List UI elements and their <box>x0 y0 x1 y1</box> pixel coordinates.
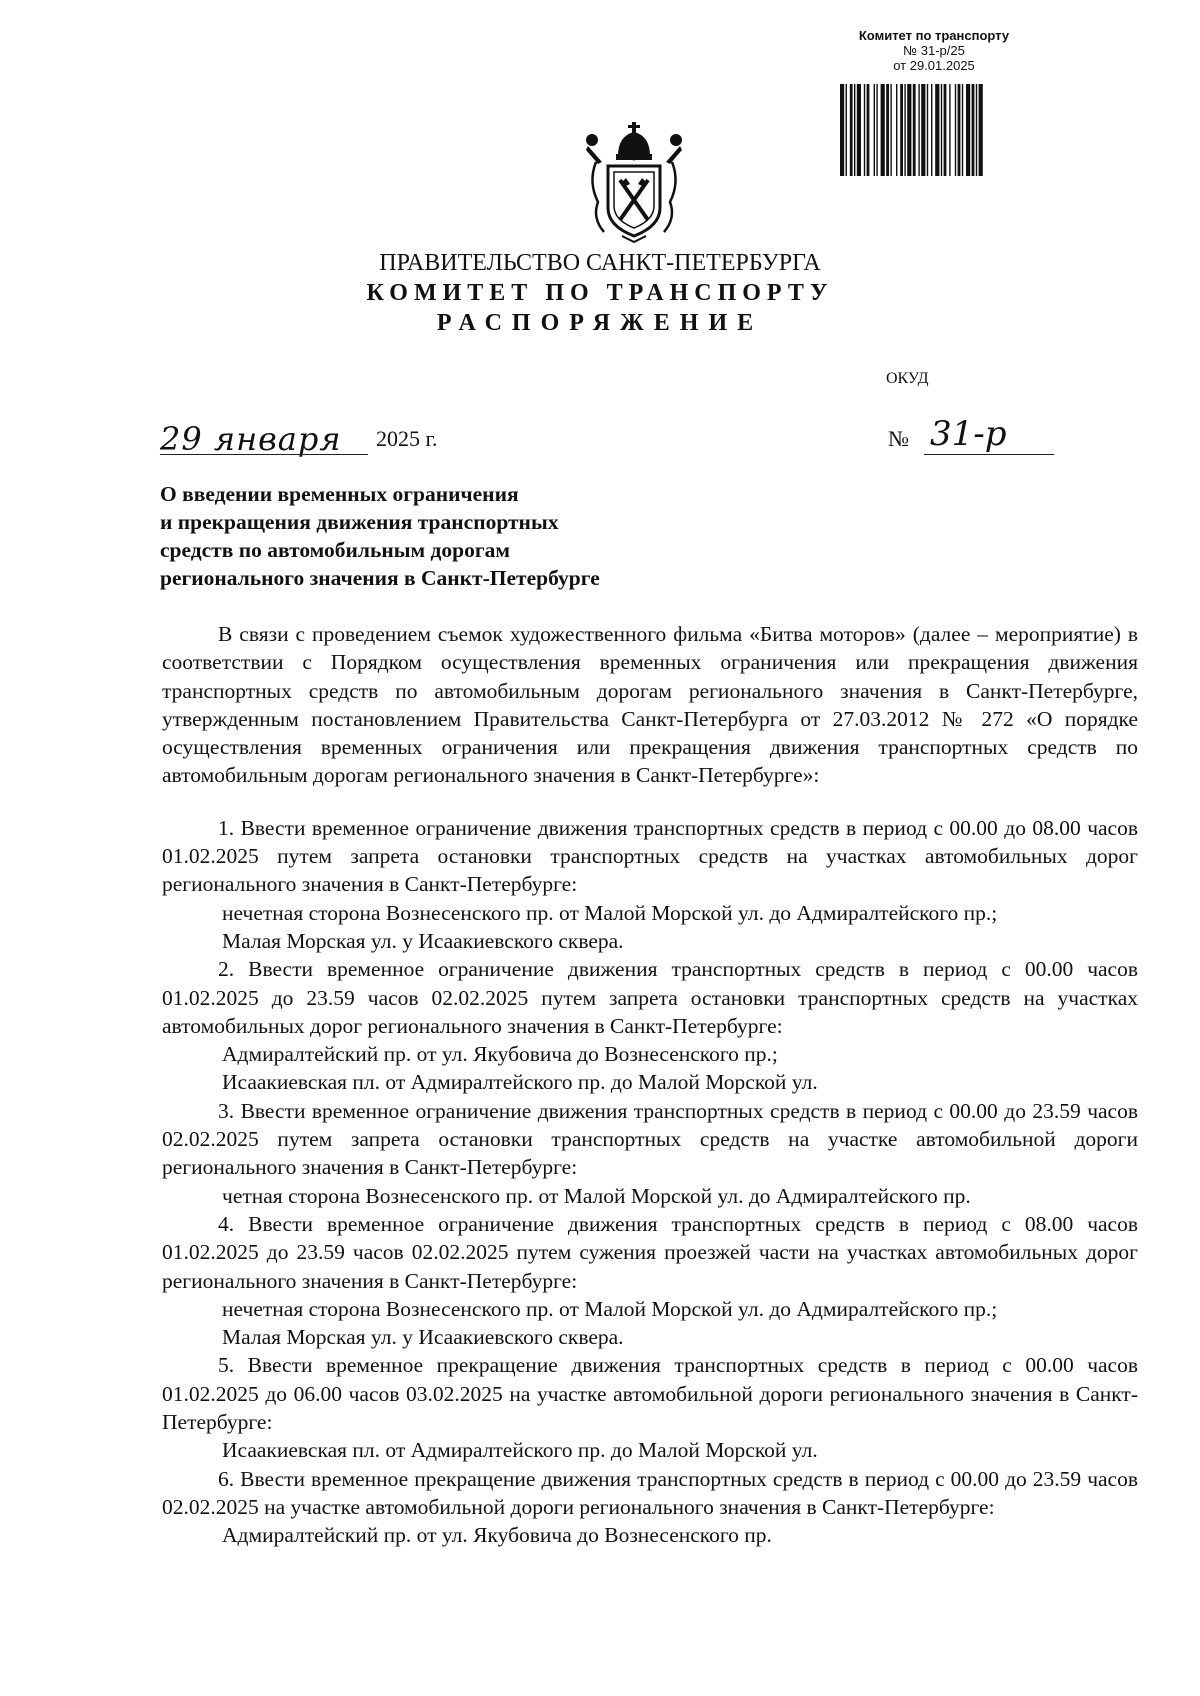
barcode-bar <box>944 84 947 176</box>
barcode-bar <box>876 84 877 176</box>
barcode-bar <box>890 84 891 176</box>
number-underline <box>924 454 1054 455</box>
barcode-bar <box>949 84 950 176</box>
barcode-bar <box>896 84 897 176</box>
spb-coat-of-arms-icon <box>578 122 690 244</box>
item-5-location: Исаакиевская пл. от Адмиралтейского пр. до Малой Морской ул. <box>222 1438 818 1463</box>
item-4-location: Малая Морская ул. у Исаакиевского сквера. <box>222 1325 624 1350</box>
barcode-bar <box>904 84 905 176</box>
item-1-location: Малая Морская ул. у Исаакиевского сквера. <box>222 928 624 953</box>
item-2-location: Адмиралтейский пр. от ул. Якубовича до Вознесенского пр.; <box>222 1042 778 1067</box>
barcode-bar <box>921 84 925 176</box>
barcode-bar <box>886 84 889 176</box>
title-line: О введении временных ограничения <box>160 482 519 506</box>
title-line: регионального значения в Санкт-Петербурге <box>160 566 600 590</box>
handwritten-date: 29 января <box>160 420 342 458</box>
item-2-location: Исаакиевская пл. от Адмиралтейского пр. до Малой Морской ул. <box>222 1070 818 1095</box>
item-4: 4. Ввести временное ограничение движения транспортных средств в период с 08.00 часов 01.02.2025 до 23.59 часов 02.02.2025 путем сужения проезжей части на участках автомобильных дорог регионального значения в Санкт-Петербурге: <box>162 1211 1138 1293</box>
barcode-bar <box>972 84 975 176</box>
barcode-bar <box>854 84 855 176</box>
barcode-bar <box>900 84 903 176</box>
barcode-bar <box>958 84 961 176</box>
barcode-bar <box>931 84 932 176</box>
intro-paragraph: В связи с проведением съемок художественного фильма «Битва моторов» (далее – мероприятие) в соответствии с Порядком осуществления временных ограничения или прекращения движения транспортных средств по автомобильным дорогам регионального значения в Санкт-Петербурге, утвержденным постановлением Правительства Санкт-Петербурга от 27.03.2012 № 272 «О порядке осуществления временных ограничения или прекращения движения транспортных средств по автомобильным дорогам регионального значения в Санкт-Петербурге»: <box>162 622 1138 788</box>
barcode-bar <box>976 84 977 176</box>
registration-stamp <box>836 28 1032 73</box>
barcode-icon <box>840 84 1044 176</box>
date-year: 2025 г. <box>376 426 438 451</box>
barcode-bar <box>962 84 963 176</box>
item-2: 2. Ввести временное ограничение движения транспортных средств в период с 00.00 часов 01.02.2025 до 23.59 часов 02.02.2025 путем запрета остановки транспортных средств на участках автомобильных дорог регионального значения в Санкт-Петербурге: <box>162 957 1138 1038</box>
barcode-bar <box>840 84 844 176</box>
item-1: 1. Ввести временное ограничение движения транспортных средств в период с 00.00 до 08.00 часов 01.02.2025 путем запрета остановки транспортных средств на участках автомобильных дорог регионального значения в Санкт-Петербурге: <box>162 815 1138 897</box>
document-heading <box>0 248 1200 338</box>
committee-name: КОМИТЕТ ПО ТРАНСПОРТУ <box>366 280 834 306</box>
document-date <box>160 420 460 458</box>
barcode-bar <box>874 84 875 176</box>
document-body <box>162 620 1138 1550</box>
title-line: средств по автомобильным дорогам <box>160 538 511 562</box>
item-3: 3. Ввести временное ограничение движения транспортных средств в период с 00.00 до 23.59 часов 02.02.2025 путем запрета остановки транспортных средств на участке автомобильной дороги регионального значения в Санкт-Петербурге: <box>162 1098 1138 1180</box>
document-number <box>888 416 1058 456</box>
item-1-location: нечетная сторона Вознесенского пр. от Малой Морской ул. до Адмиралтейского пр.; <box>222 900 998 925</box>
barcode-bar <box>867 84 870 176</box>
stamp-org: Комитет по транспорту <box>858 28 1010 43</box>
document-type: РАСПОРЯЖЕНИЕ <box>436 310 764 336</box>
barcode-bar <box>918 84 919 176</box>
government-name: ПРАВИТЕЛЬСТВО САНКТ-ПЕТЕРБУРГА <box>379 250 821 276</box>
stamp-date: от 29.01.2025 <box>893 58 975 73</box>
barcode-bar <box>966 84 970 176</box>
item-4-location: нечетная сторона Вознесенского пр. от Малой Морской ул. до Адмиралтейского пр.; <box>222 1296 998 1321</box>
barcode-bar <box>955 84 956 176</box>
item-5: 5. Ввести временное прекращение движения транспортных средств в период с 00.00 часов 01.02.2025 до 06.00 часов 03.02.2025 на участке автомобильной дороги регионального значения в Санкт-Петербурге: <box>162 1353 1138 1435</box>
date-underline <box>160 454 368 455</box>
item-3-location: четная сторона Вознесенского пр. от Малой Морской ул. до Адмиралтейского пр. <box>222 1183 971 1208</box>
barcode-bar <box>846 84 847 176</box>
stamp-number: № 31-р/25 <box>903 43 965 58</box>
number-sign: № <box>888 426 909 451</box>
barcode-bar <box>927 84 928 176</box>
okud-label: ОКУД <box>886 370 929 387</box>
document-title <box>160 480 720 592</box>
handwritten-number: 31-р <box>930 414 1007 454</box>
barcode-bar <box>913 84 916 176</box>
title-line: и прекращения движения транспортных <box>160 510 559 534</box>
item-6-location: Адмиралтейский пр. от ул. Якубовича до Вознесенского пр. <box>222 1523 772 1548</box>
barcode-bar <box>857 84 861 176</box>
barcode-bar <box>979 84 983 176</box>
barcode-bar <box>935 84 939 176</box>
barcode-bar <box>850 84 853 176</box>
barcode-bar <box>907 84 911 176</box>
barcode-bar <box>881 84 885 176</box>
item-6: 6. Ввести временное прекращение движения транспортных средств в период с 00.00 до 23.59 часов 02.02.2025 на участке автомобильной дороги регионального значения в Санкт-Петербурге: <box>162 1466 1138 1519</box>
barcode-bar <box>864 84 865 176</box>
barcode-bar <box>941 84 942 176</box>
